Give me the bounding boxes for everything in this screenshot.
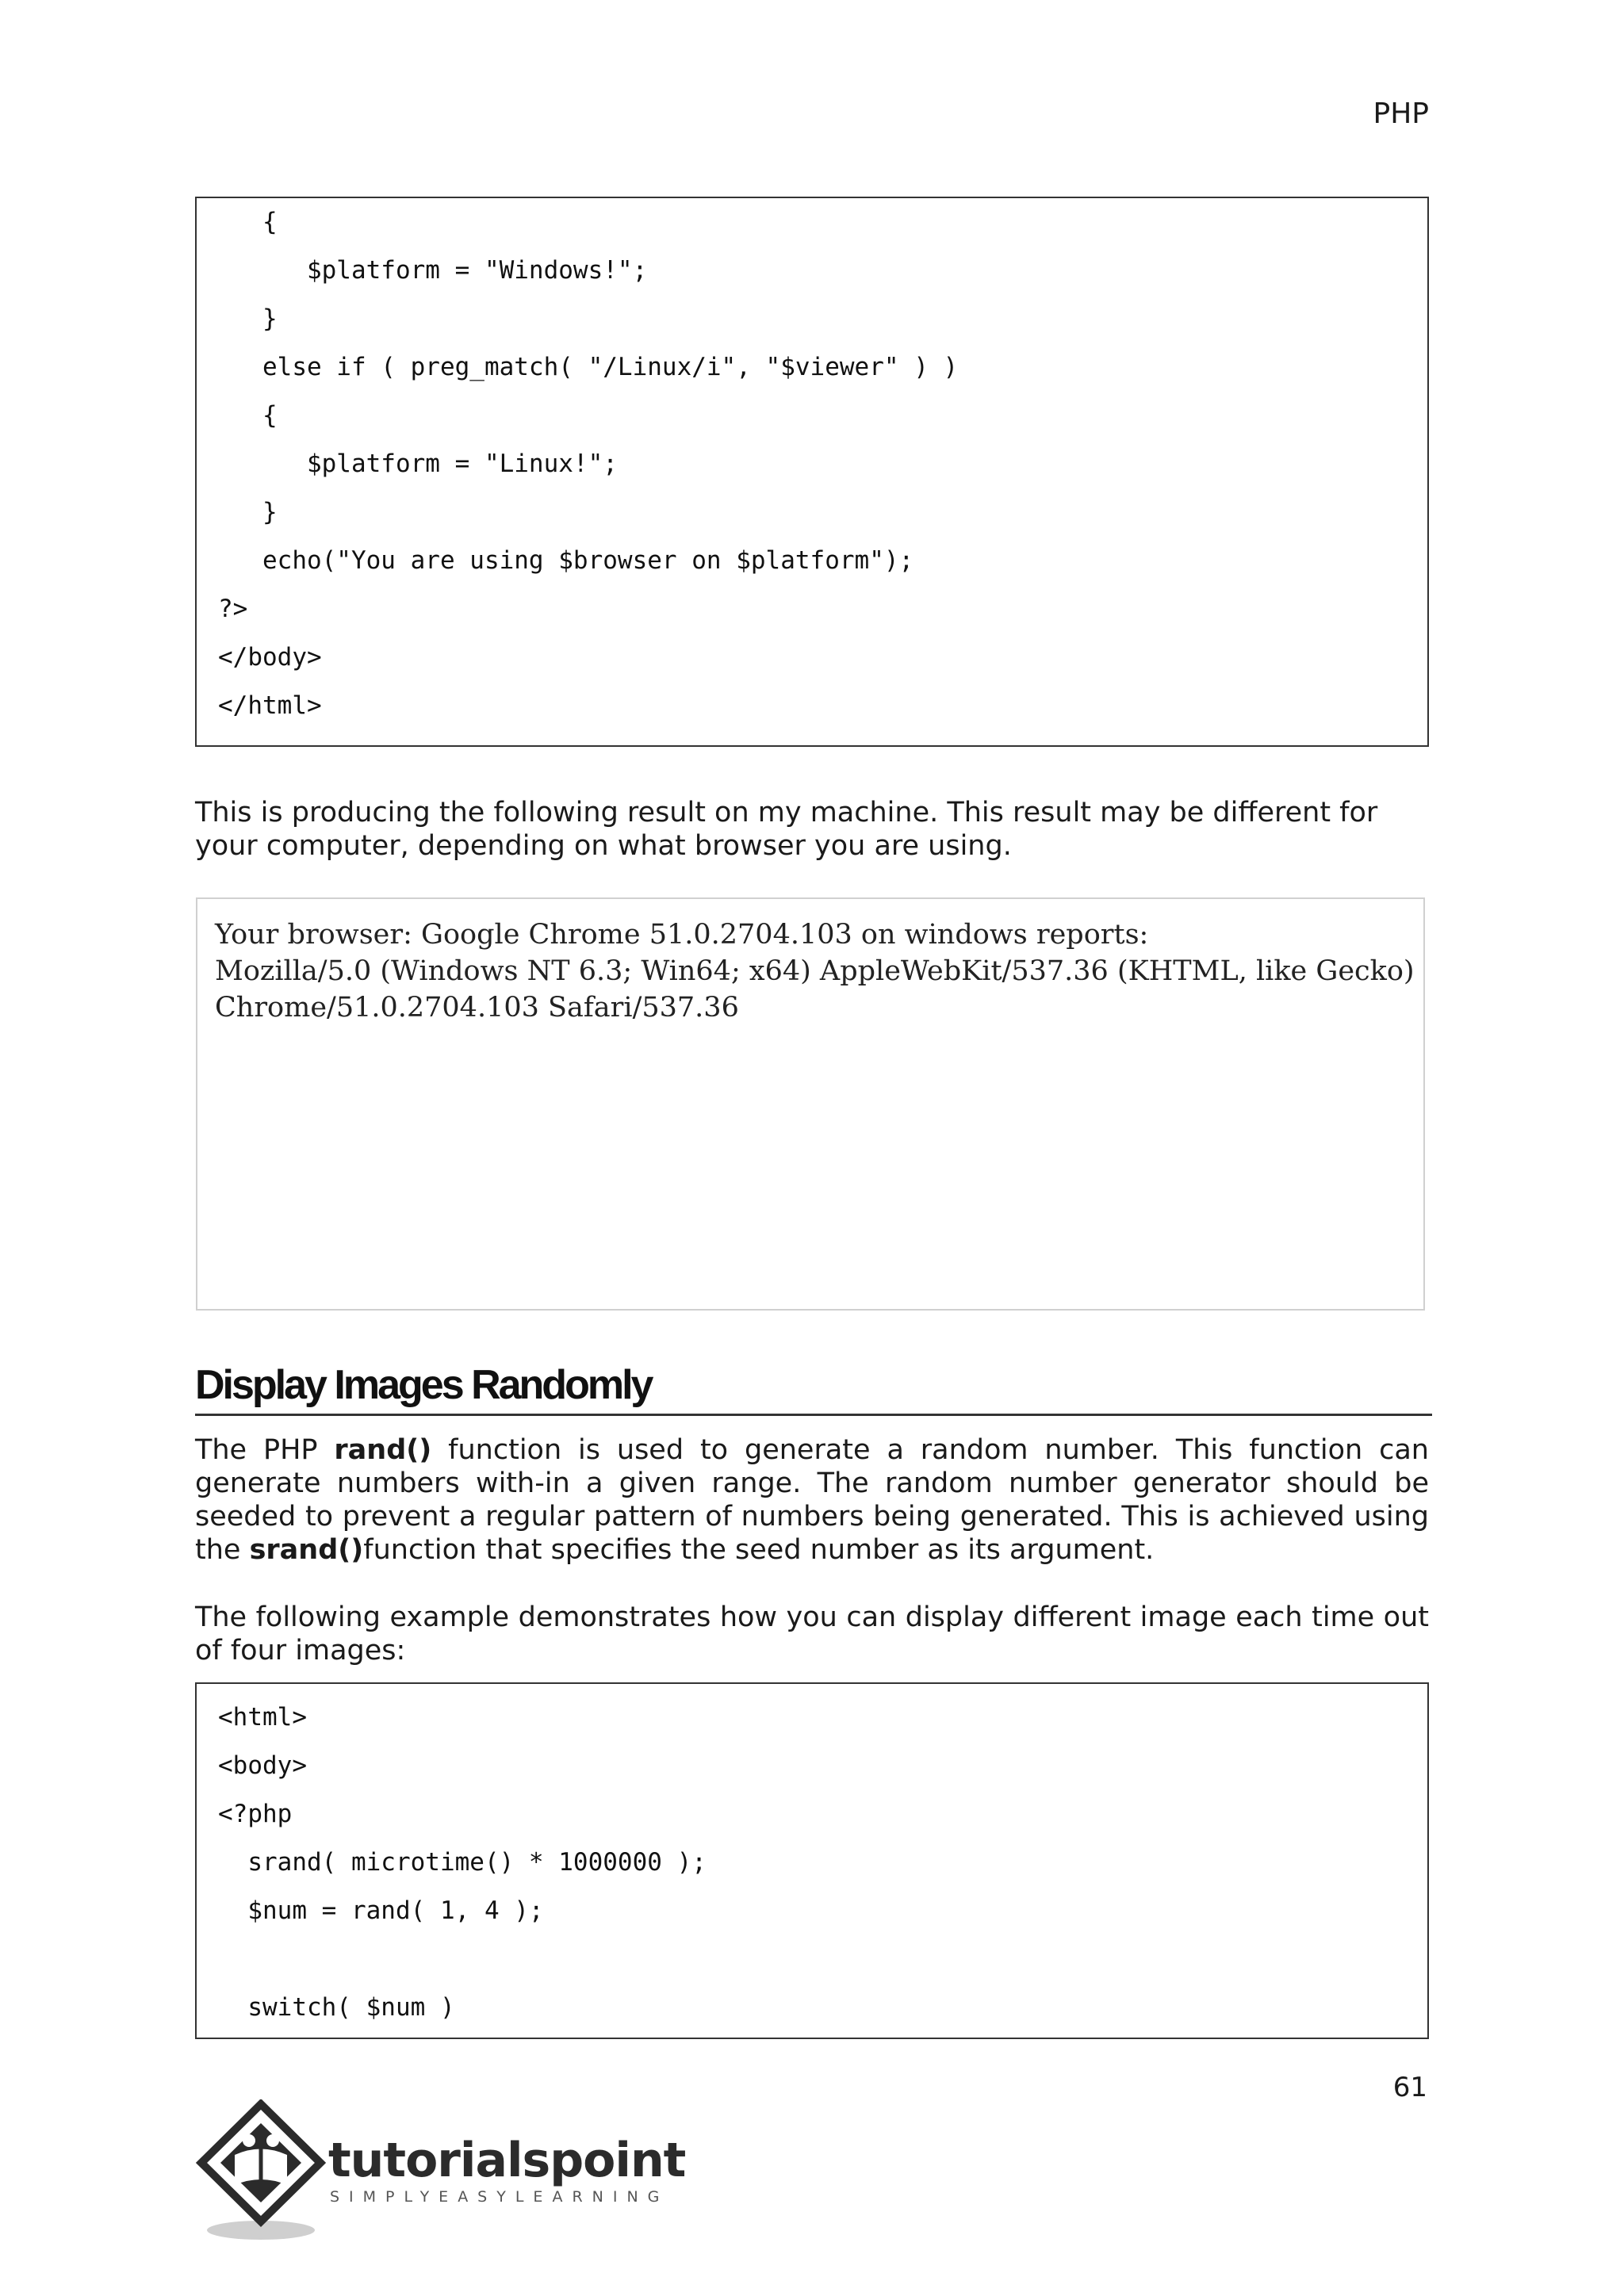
text-run: The PHP (195, 1434, 335, 1466)
section-heading: Display Images Randomly (195, 1357, 1432, 1416)
logo-tagline: SIMPLYEASYLEARNING (330, 2188, 669, 2206)
code-line: <html> (218, 1703, 307, 1732)
tutorialspoint-logo (193, 2099, 686, 2242)
code-line: </html> (218, 691, 322, 720)
code-block-1 (195, 197, 1429, 747)
output-line: Your browser: Google Chrome 51.0.2704.103 on windows reports: (215, 919, 1149, 951)
code-line: <?php (218, 1800, 293, 1828)
code-line: srand( microtime() * 1000000 ); (218, 1848, 707, 1877)
logo-diamond-icon (193, 2099, 328, 2242)
code-line: { (218, 401, 278, 430)
code-line: ?> (218, 595, 248, 623)
code-block-2 (195, 1682, 1429, 2039)
code-line: $platform = "Linux!"; (218, 450, 618, 478)
running-header: PHP (1373, 98, 1429, 130)
paragraph-example-intro: The following example demonstrates how you can display different image each time out of four images: (195, 1601, 1429, 1667)
code-line: echo("You are using $browser on $platform"); (218, 546, 914, 575)
output-line: Mozilla/5.0 (Windows NT 6.3; Win64; x64) AppleWebKit/537.36 (KHTML, like Gecko) (215, 955, 1415, 987)
inline-code-rand: rand() (334, 1434, 432, 1466)
inline-code-srand: srand() (249, 1534, 364, 1566)
code-line: { (218, 208, 278, 236)
code-line: $num = rand( 1, 4 ); (218, 1896, 544, 1925)
logo-wordmark: tutorialspoint (328, 2133, 686, 2188)
code-line: } (218, 304, 278, 333)
code-line: </body> (218, 643, 322, 672)
page-number: 61 (1392, 2072, 1427, 2103)
code-line: $platform = "Windows!"; (218, 256, 648, 285)
paragraph-rand-description (195, 1433, 1429, 1567)
code-line: } (218, 498, 278, 526)
text-run: function that specifies the seed number as its argument. (363, 1534, 1155, 1566)
code-line: <body> (218, 1751, 307, 1780)
text-run: function is used to generate a random number. This function can generate numbers with-in a given range. The random number generator should be seeded to prevent a regular pattern of numbers being generated. This is achieved using the (195, 1434, 1429, 1566)
output-line: Chrome/51.0.2704.103 Safari/537.36 (215, 992, 739, 1024)
code-line: else if ( preg_match( "/Linux/i", "$viewer" ) ) (218, 353, 959, 381)
browser-output-box (196, 897, 1425, 1311)
code-line: switch( $num ) (218, 1993, 455, 2022)
paragraph-result-intro: This is producing the following result on my machine. This result may be different for your computer, depending on what browser you are using. (195, 797, 1378, 862)
